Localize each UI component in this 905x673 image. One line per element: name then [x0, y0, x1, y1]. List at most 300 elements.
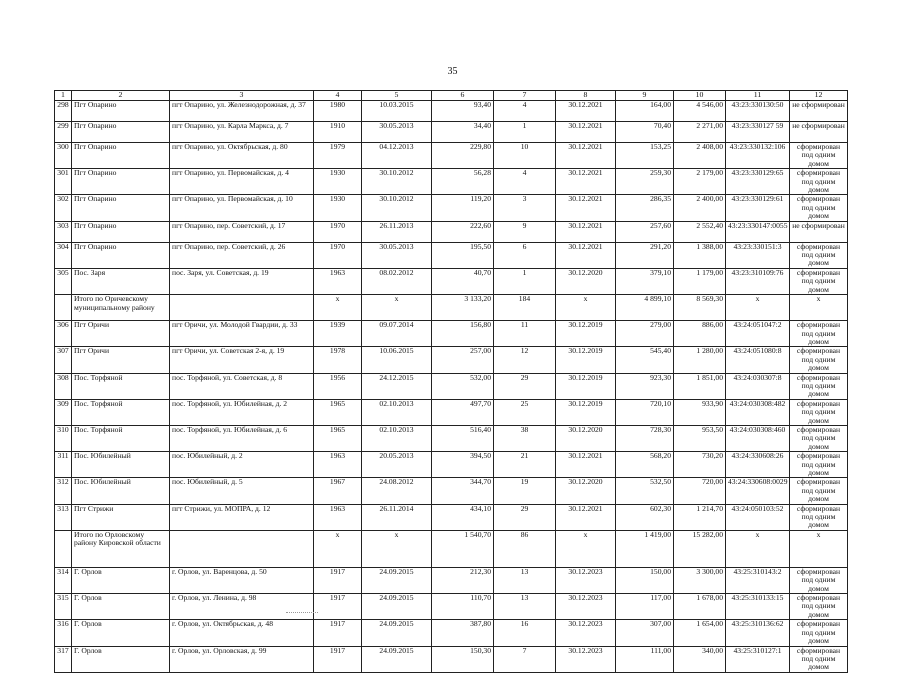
table-row	[55, 504, 848, 530]
cell-c9: 923,30	[616, 373, 674, 399]
cell-c6: 40,70	[432, 268, 494, 294]
cell-c7: 19	[494, 478, 556, 504]
cell-c9: 291,20	[616, 242, 674, 268]
cell-settlement: Пгт Опарино	[72, 143, 170, 169]
cell-n: 298	[55, 101, 72, 122]
cell-c10: 953,50	[674, 425, 726, 451]
cell-address: пгт Опарино, ул. Первомайская, д. 4	[170, 169, 314, 195]
column-number: 1	[55, 91, 72, 101]
cell-c8: 30.12.2019	[556, 347, 616, 373]
cell-c6: 93,40	[432, 101, 494, 122]
cell-settlement: Пгт Опарино	[72, 242, 170, 268]
cell-n: 310	[55, 425, 72, 451]
cell-c9: 720,10	[616, 399, 674, 425]
cell-address: пгт Опарино, ул. Железнодорожная, д. 37	[170, 101, 314, 122]
cell-c7: 9	[494, 221, 556, 242]
cell-c4: 1963	[314, 504, 362, 530]
cell-c6: 516,40	[432, 425, 494, 451]
cell-n: 303	[55, 221, 72, 242]
cell-c8: 30.12.2020	[556, 425, 616, 451]
cell-c5: 08.02.2012	[362, 268, 432, 294]
table-row	[55, 347, 848, 373]
cell-c12: сформирован под одним домом	[790, 567, 848, 593]
cell-c8: 30.12.2021	[556, 101, 616, 122]
cell-n: 300	[55, 143, 72, 169]
cell-n: 306	[55, 321, 72, 347]
cell-c8: 30.12.2019	[556, 321, 616, 347]
cell-c10: 1 851,00	[674, 373, 726, 399]
table-row	[55, 143, 848, 169]
cell-c5: 02.10.2013	[362, 425, 432, 451]
cell-c11: 43:25:310127:1	[726, 646, 790, 672]
cell-c6: 387,80	[432, 620, 494, 646]
cell-n	[55, 295, 72, 321]
cell-n: 305	[55, 268, 72, 294]
table-row	[55, 425, 848, 451]
cell-c12: не сформирован	[790, 101, 848, 122]
cell-c10: 720,00	[674, 478, 726, 504]
cell-c10: 340,00	[674, 646, 726, 672]
cell-c12: сформирован под одним домом	[790, 195, 848, 221]
cell-c4: 1930	[314, 169, 362, 195]
table-row	[55, 169, 848, 195]
table-row	[55, 321, 848, 347]
column-number: 5	[362, 91, 432, 101]
cell-c7: 16	[494, 620, 556, 646]
cell-c5: 24.09.2015	[362, 646, 432, 672]
cell-settlement: Пгт Опарино	[72, 195, 170, 221]
cell-c11: 43:24:330608:0029	[726, 478, 790, 504]
cell-c4: 1979	[314, 143, 362, 169]
cell-address: пгт Оричи, ул. Молодой Гвардии, д. 33	[170, 321, 314, 347]
cell-c8: 30.12.2020	[556, 268, 616, 294]
cell-address: пос. Юбилейный, д. 5	[170, 478, 314, 504]
cell-c8: 30.12.2021	[556, 195, 616, 221]
cell-n: 313	[55, 504, 72, 530]
cell-c12: х	[790, 295, 848, 321]
cell-settlement: Пос. Торфяной	[72, 399, 170, 425]
cell-c6: 156,80	[432, 321, 494, 347]
cell-c4: 1965	[314, 425, 362, 451]
cell-c7: 6	[494, 242, 556, 268]
cell-c12: сформирован под одним домом	[790, 373, 848, 399]
cell-c9: 307,00	[616, 620, 674, 646]
cell-c8: 30.12.2023	[556, 594, 616, 620]
cell-address: пос. Торфяной, ул. Юбилейная, д. 6	[170, 425, 314, 451]
cell-c9: 257,60	[616, 221, 674, 242]
cell-c8: 30.12.2023	[556, 620, 616, 646]
cell-c9: 153,25	[616, 143, 674, 169]
cell-c4: х	[314, 295, 362, 321]
cell-c10: 2 271,00	[674, 122, 726, 143]
cell-c4: 1970	[314, 221, 362, 242]
cell-n: 312	[55, 478, 72, 504]
cell-address: пгт Опарино, пер. Советский, д. 26	[170, 242, 314, 268]
cell-c11: 43:23:310109:76	[726, 268, 790, 294]
cell-address: пгт Стрижи, ул. МОПРА, д. 12	[170, 504, 314, 530]
table-row	[55, 646, 848, 672]
cell-c6: 257,00	[432, 347, 494, 373]
subtotal-label: Итого по Оричевскому муниципальному району	[72, 295, 170, 321]
column-number: 2	[72, 91, 170, 101]
cell-c10: 15 282,00	[674, 530, 726, 567]
table-row	[55, 268, 848, 294]
cell-c12: сформирован под одним домом	[790, 169, 848, 195]
cell-c10: 3 300,00	[674, 567, 726, 593]
cell-c9: 150,00	[616, 567, 674, 593]
cell-c9: 117,00	[616, 594, 674, 620]
cell-settlement: Пгт Опарино	[72, 169, 170, 195]
cell-c7: 7	[494, 646, 556, 672]
table-row	[55, 452, 848, 478]
cell-settlement: Г. Орлов	[72, 567, 170, 593]
cell-c9: 279,00	[616, 321, 674, 347]
cell-c4: 1939	[314, 321, 362, 347]
cell-c4: 1967	[314, 478, 362, 504]
cell-c10: 1 388,00	[674, 242, 726, 268]
cell-address: г. Орлов, ул. Ленина, д. 98	[170, 594, 314, 620]
cell-address: пос. Заря, ул. Советская, д. 19	[170, 268, 314, 294]
cell-settlement: Г. Орлов	[72, 646, 170, 672]
cell-n: 301	[55, 169, 72, 195]
cell-c5: 24.09.2015	[362, 567, 432, 593]
cell-c12: не сформирован	[790, 221, 848, 242]
table-body	[55, 91, 848, 673]
cell-c6: 434,10	[432, 504, 494, 530]
cell-c9: 259,30	[616, 169, 674, 195]
cell-c9: 545,40	[616, 347, 674, 373]
column-number: 7	[494, 91, 556, 101]
cell-c4: 1970	[314, 242, 362, 268]
table-row	[55, 373, 848, 399]
cell-n: 309	[55, 399, 72, 425]
cell-c8: 30.12.2023	[556, 567, 616, 593]
cell-c10: 1 280,00	[674, 347, 726, 373]
cell-c6: 497,70	[432, 399, 494, 425]
cell-c11: 43:25:310136:62	[726, 620, 790, 646]
cell-c8: 30.12.2021	[556, 169, 616, 195]
cell-c5: 26.11.2014	[362, 504, 432, 530]
cell-address	[170, 295, 314, 321]
cell-c7: 12	[494, 347, 556, 373]
cell-c7: 1	[494, 268, 556, 294]
cell-c11: х	[726, 295, 790, 321]
cell-c9: 286,35	[616, 195, 674, 221]
column-number: 9	[616, 91, 674, 101]
cell-c4: 1980	[314, 101, 362, 122]
subtotal-row	[55, 530, 848, 567]
cell-n: 315	[55, 594, 72, 620]
cell-c12: сформирован под одним домом	[790, 321, 848, 347]
cell-c11: 43:23:330147:0055	[726, 221, 790, 242]
cell-c10: 886,00	[674, 321, 726, 347]
column-number: 4	[314, 91, 362, 101]
cell-c7: 29	[494, 504, 556, 530]
cell-c6: 150,30	[432, 646, 494, 672]
subtotal-row	[55, 295, 848, 321]
cell-c7: 4	[494, 101, 556, 122]
cell-c6: 119,20	[432, 195, 494, 221]
cell-c7: 25	[494, 399, 556, 425]
cell-c10: 2 400,00	[674, 195, 726, 221]
cell-c9: 164,00	[616, 101, 674, 122]
cell-c7: 86	[494, 530, 556, 567]
cell-c11: 43:24:051047:2	[726, 321, 790, 347]
cell-c8: х	[556, 530, 616, 567]
cell-c10: 2 179,00	[674, 169, 726, 195]
cell-c8: 30.12.2021	[556, 242, 616, 268]
cell-c9: 379,10	[616, 268, 674, 294]
cell-c12: сформирован под одним домом	[790, 268, 848, 294]
cell-c5: х	[362, 295, 432, 321]
cell-c5: 24.08.2012	[362, 478, 432, 504]
cell-c11: 43:23:330129:61	[726, 195, 790, 221]
cell-c9: 70,40	[616, 122, 674, 143]
cell-c6: 3 133,20	[432, 295, 494, 321]
cell-settlement: Пос. Торфяной	[72, 373, 170, 399]
cell-c6: 195,50	[432, 242, 494, 268]
cell-c7: 3	[494, 195, 556, 221]
cell-c10: 730,20	[674, 452, 726, 478]
cell-settlement: Пгт Опарино	[72, 101, 170, 122]
cell-address: пос. Юбилейный, д. 2	[170, 452, 314, 478]
cell-c4: 1917	[314, 646, 362, 672]
table-row	[55, 221, 848, 242]
table-row	[55, 620, 848, 646]
cell-c12: сформирован под одним домом	[790, 452, 848, 478]
cell-settlement: Пгт Опарино	[72, 221, 170, 242]
cell-c4: 1965	[314, 399, 362, 425]
cell-c8: 30.12.2023	[556, 646, 616, 672]
stray-mark	[286, 612, 318, 613]
table-row	[55, 594, 848, 620]
cell-n: 308	[55, 373, 72, 399]
cell-c11: 43:24:030308:460	[726, 425, 790, 451]
cell-settlement: Пгт Оричи	[72, 321, 170, 347]
cell-c5: х	[362, 530, 432, 567]
cell-c8: 30.12.2021	[556, 221, 616, 242]
cell-c4: 1930	[314, 195, 362, 221]
cell-c10: 933,90	[674, 399, 726, 425]
cell-settlement: Пос. Юбилейный	[72, 478, 170, 504]
cell-c5: 09.07.2014	[362, 321, 432, 347]
table-row	[55, 478, 848, 504]
cell-settlement: Пос. Торфяной	[72, 425, 170, 451]
cell-c8: 30.12.2021	[556, 143, 616, 169]
cell-address: г. Орлов, ул. Орловская, д. 99	[170, 646, 314, 672]
cell-c12: не сформирован	[790, 122, 848, 143]
column-number-row	[55, 91, 848, 101]
cell-c11: х	[726, 530, 790, 567]
cell-c4: 1978	[314, 347, 362, 373]
table-row	[55, 195, 848, 221]
cell-c9: 602,30	[616, 504, 674, 530]
cell-c6: 110,70	[432, 594, 494, 620]
cell-c5: 24.09.2015	[362, 594, 432, 620]
cell-c10: 1 179,00	[674, 268, 726, 294]
cell-c7: 4	[494, 169, 556, 195]
cell-c12: сформирован под одним домом	[790, 143, 848, 169]
cell-c8: 30.12.2019	[556, 373, 616, 399]
cell-c12: х	[790, 530, 848, 567]
table-row	[55, 399, 848, 425]
cell-c5: 24.09.2015	[362, 620, 432, 646]
cell-c10: 2 552,40	[674, 221, 726, 242]
cell-c10: 8 569,30	[674, 295, 726, 321]
cell-n: 302	[55, 195, 72, 221]
cell-n: 316	[55, 620, 72, 646]
cell-c12: сформирован под одним домом	[790, 594, 848, 620]
page-number: 35	[447, 66, 458, 77]
cell-c9: 728,30	[616, 425, 674, 451]
cell-address: пгт Опарино, ул. Октябрьская, д. 80	[170, 143, 314, 169]
cell-c5: 24.12.2015	[362, 373, 432, 399]
cell-c5: 30.10.2012	[362, 169, 432, 195]
cell-c11: 43:23:330129:65	[726, 169, 790, 195]
cell-c6: 532,00	[432, 373, 494, 399]
cell-c12: сформирован под одним домом	[790, 242, 848, 268]
cell-c9: 4 899,10	[616, 295, 674, 321]
cell-address: пгт Опарино, ул. Первомайская, д. 10	[170, 195, 314, 221]
cell-c9: 568,20	[616, 452, 674, 478]
cell-c11: 43:24:030308:482	[726, 399, 790, 425]
cell-c4: 1910	[314, 122, 362, 143]
cell-c10: 1 678,00	[674, 594, 726, 620]
cell-c4: 1917	[314, 620, 362, 646]
cell-c12: сформирован под одним домом	[790, 478, 848, 504]
cell-c11: 43:25:310143:2	[726, 567, 790, 593]
column-number: 10	[674, 91, 726, 101]
cell-c4: 1963	[314, 452, 362, 478]
cell-c8: 30.12.2019	[556, 399, 616, 425]
table-row	[55, 242, 848, 268]
cell-settlement: Г. Орлов	[72, 594, 170, 620]
cell-c6: 56,28	[432, 169, 494, 195]
table-row	[55, 122, 848, 143]
table-row	[55, 101, 848, 122]
cell-c11: 43:25:310133:15	[726, 594, 790, 620]
cell-c6: 394,50	[432, 452, 494, 478]
cell-c5: 30.05.2013	[362, 122, 432, 143]
cell-c11: 43:23:330130:50	[726, 101, 790, 122]
cell-c9: 1 419,00	[616, 530, 674, 567]
cell-c6: 1 540,70	[432, 530, 494, 567]
cell-c10: 2 408,00	[674, 143, 726, 169]
cell-c7: 10	[494, 143, 556, 169]
cell-c6: 34,40	[432, 122, 494, 143]
cell-address: пос. Торфяной, ул. Юбилейная, д. 2	[170, 399, 314, 425]
cell-settlement: Пгт Опарино	[72, 122, 170, 143]
cell-c5: 04.12.2013	[362, 143, 432, 169]
column-number: 12	[790, 91, 848, 101]
cell-c11: 43:24:050103:52	[726, 504, 790, 530]
cell-settlement: Пос. Юбилейный	[72, 452, 170, 478]
cell-c12: сформирован под одним домом	[790, 620, 848, 646]
cell-c10: 1 654,00	[674, 620, 726, 646]
cell-c11: 43:24:030307:8	[726, 373, 790, 399]
cell-c5: 20.05.2013	[362, 452, 432, 478]
cell-c6: 229,80	[432, 143, 494, 169]
cell-c8: 30.12.2021	[556, 504, 616, 530]
cell-c4: 1917	[314, 594, 362, 620]
cell-c4: 1917	[314, 567, 362, 593]
table-row	[55, 567, 848, 593]
cell-c6: 222,60	[432, 221, 494, 242]
cell-c11: 43:24:330608:26	[726, 452, 790, 478]
cell-n	[55, 530, 72, 567]
cell-c7: 1	[494, 122, 556, 143]
cell-c8: 30.12.2020	[556, 478, 616, 504]
cell-c8: 30.12.2021	[556, 122, 616, 143]
cell-c4: 1956	[314, 373, 362, 399]
cell-settlement: Пгт Оричи	[72, 347, 170, 373]
cell-c5: 10.06.2015	[362, 347, 432, 373]
cell-address: г. Орлов, ул. Октябрьская, д. 48	[170, 620, 314, 646]
cell-c7: 13	[494, 594, 556, 620]
cell-n: 304	[55, 242, 72, 268]
cell-c11: 43:23:330132:106	[726, 143, 790, 169]
cell-c12: сформирован под одним домом	[790, 399, 848, 425]
cell-c6: 344,70	[432, 478, 494, 504]
cell-c9: 532,50	[616, 478, 674, 504]
cell-n: 317	[55, 646, 72, 672]
cell-c11: 43:23:330127 59	[726, 122, 790, 143]
cell-n: 314	[55, 567, 72, 593]
cell-c8: х	[556, 295, 616, 321]
cell-c4: х	[314, 530, 362, 567]
cell-n: 299	[55, 122, 72, 143]
cell-address: пгт Оричи, ул. Советская 2-я, д. 19	[170, 347, 314, 373]
housing-register-table	[54, 90, 848, 673]
cell-c12: сформирован под одним домом	[790, 347, 848, 373]
cell-settlement: Пгт Стрижи	[72, 504, 170, 530]
cell-address: пгт Опарино, пер. Советский, д. 17	[170, 221, 314, 242]
cell-address: г. Орлов, ул. Варенцова, д. 50	[170, 567, 314, 593]
cell-c5: 26.11.2013	[362, 221, 432, 242]
cell-c7: 29	[494, 373, 556, 399]
cell-c6: 212,30	[432, 567, 494, 593]
cell-c11: 43:23:330151:3	[726, 242, 790, 268]
column-number: 6	[432, 91, 494, 101]
cell-c5: 30.05.2013	[362, 242, 432, 268]
cell-c10: 4 546,00	[674, 101, 726, 122]
cell-c7: 13	[494, 567, 556, 593]
cell-c4: 1963	[314, 268, 362, 294]
cell-c10: 1 214,70	[674, 504, 726, 530]
cell-c5: 10.03.2015	[362, 101, 432, 122]
cell-address: пгт Опарино, ул. Карла Маркса, д. 7	[170, 122, 314, 143]
cell-c7: 21	[494, 452, 556, 478]
cell-settlement: Г. Орлов	[72, 620, 170, 646]
cell-settlement: Пос. Заря	[72, 268, 170, 294]
cell-c8: 30.12.2021	[556, 452, 616, 478]
column-number: 11	[726, 91, 790, 101]
cell-c12: сформирован под одним домом	[790, 504, 848, 530]
cell-c5: 30.10.2012	[362, 195, 432, 221]
cell-address: пос. Торфяной, ул. Советская, д. 8	[170, 373, 314, 399]
cell-c7: 184	[494, 295, 556, 321]
column-number: 3	[170, 91, 314, 101]
cell-c12: сформирован под одним домом	[790, 425, 848, 451]
cell-n: 311	[55, 452, 72, 478]
subtotal-label: Итого по Орловскому району Кировской области	[72, 530, 170, 567]
cell-c9: 111,00	[616, 646, 674, 672]
cell-c7: 38	[494, 425, 556, 451]
cell-n: 307	[55, 347, 72, 373]
cell-c7: 11	[494, 321, 556, 347]
cell-address	[170, 530, 314, 567]
cell-c11: 43:24:051080:8	[726, 347, 790, 373]
